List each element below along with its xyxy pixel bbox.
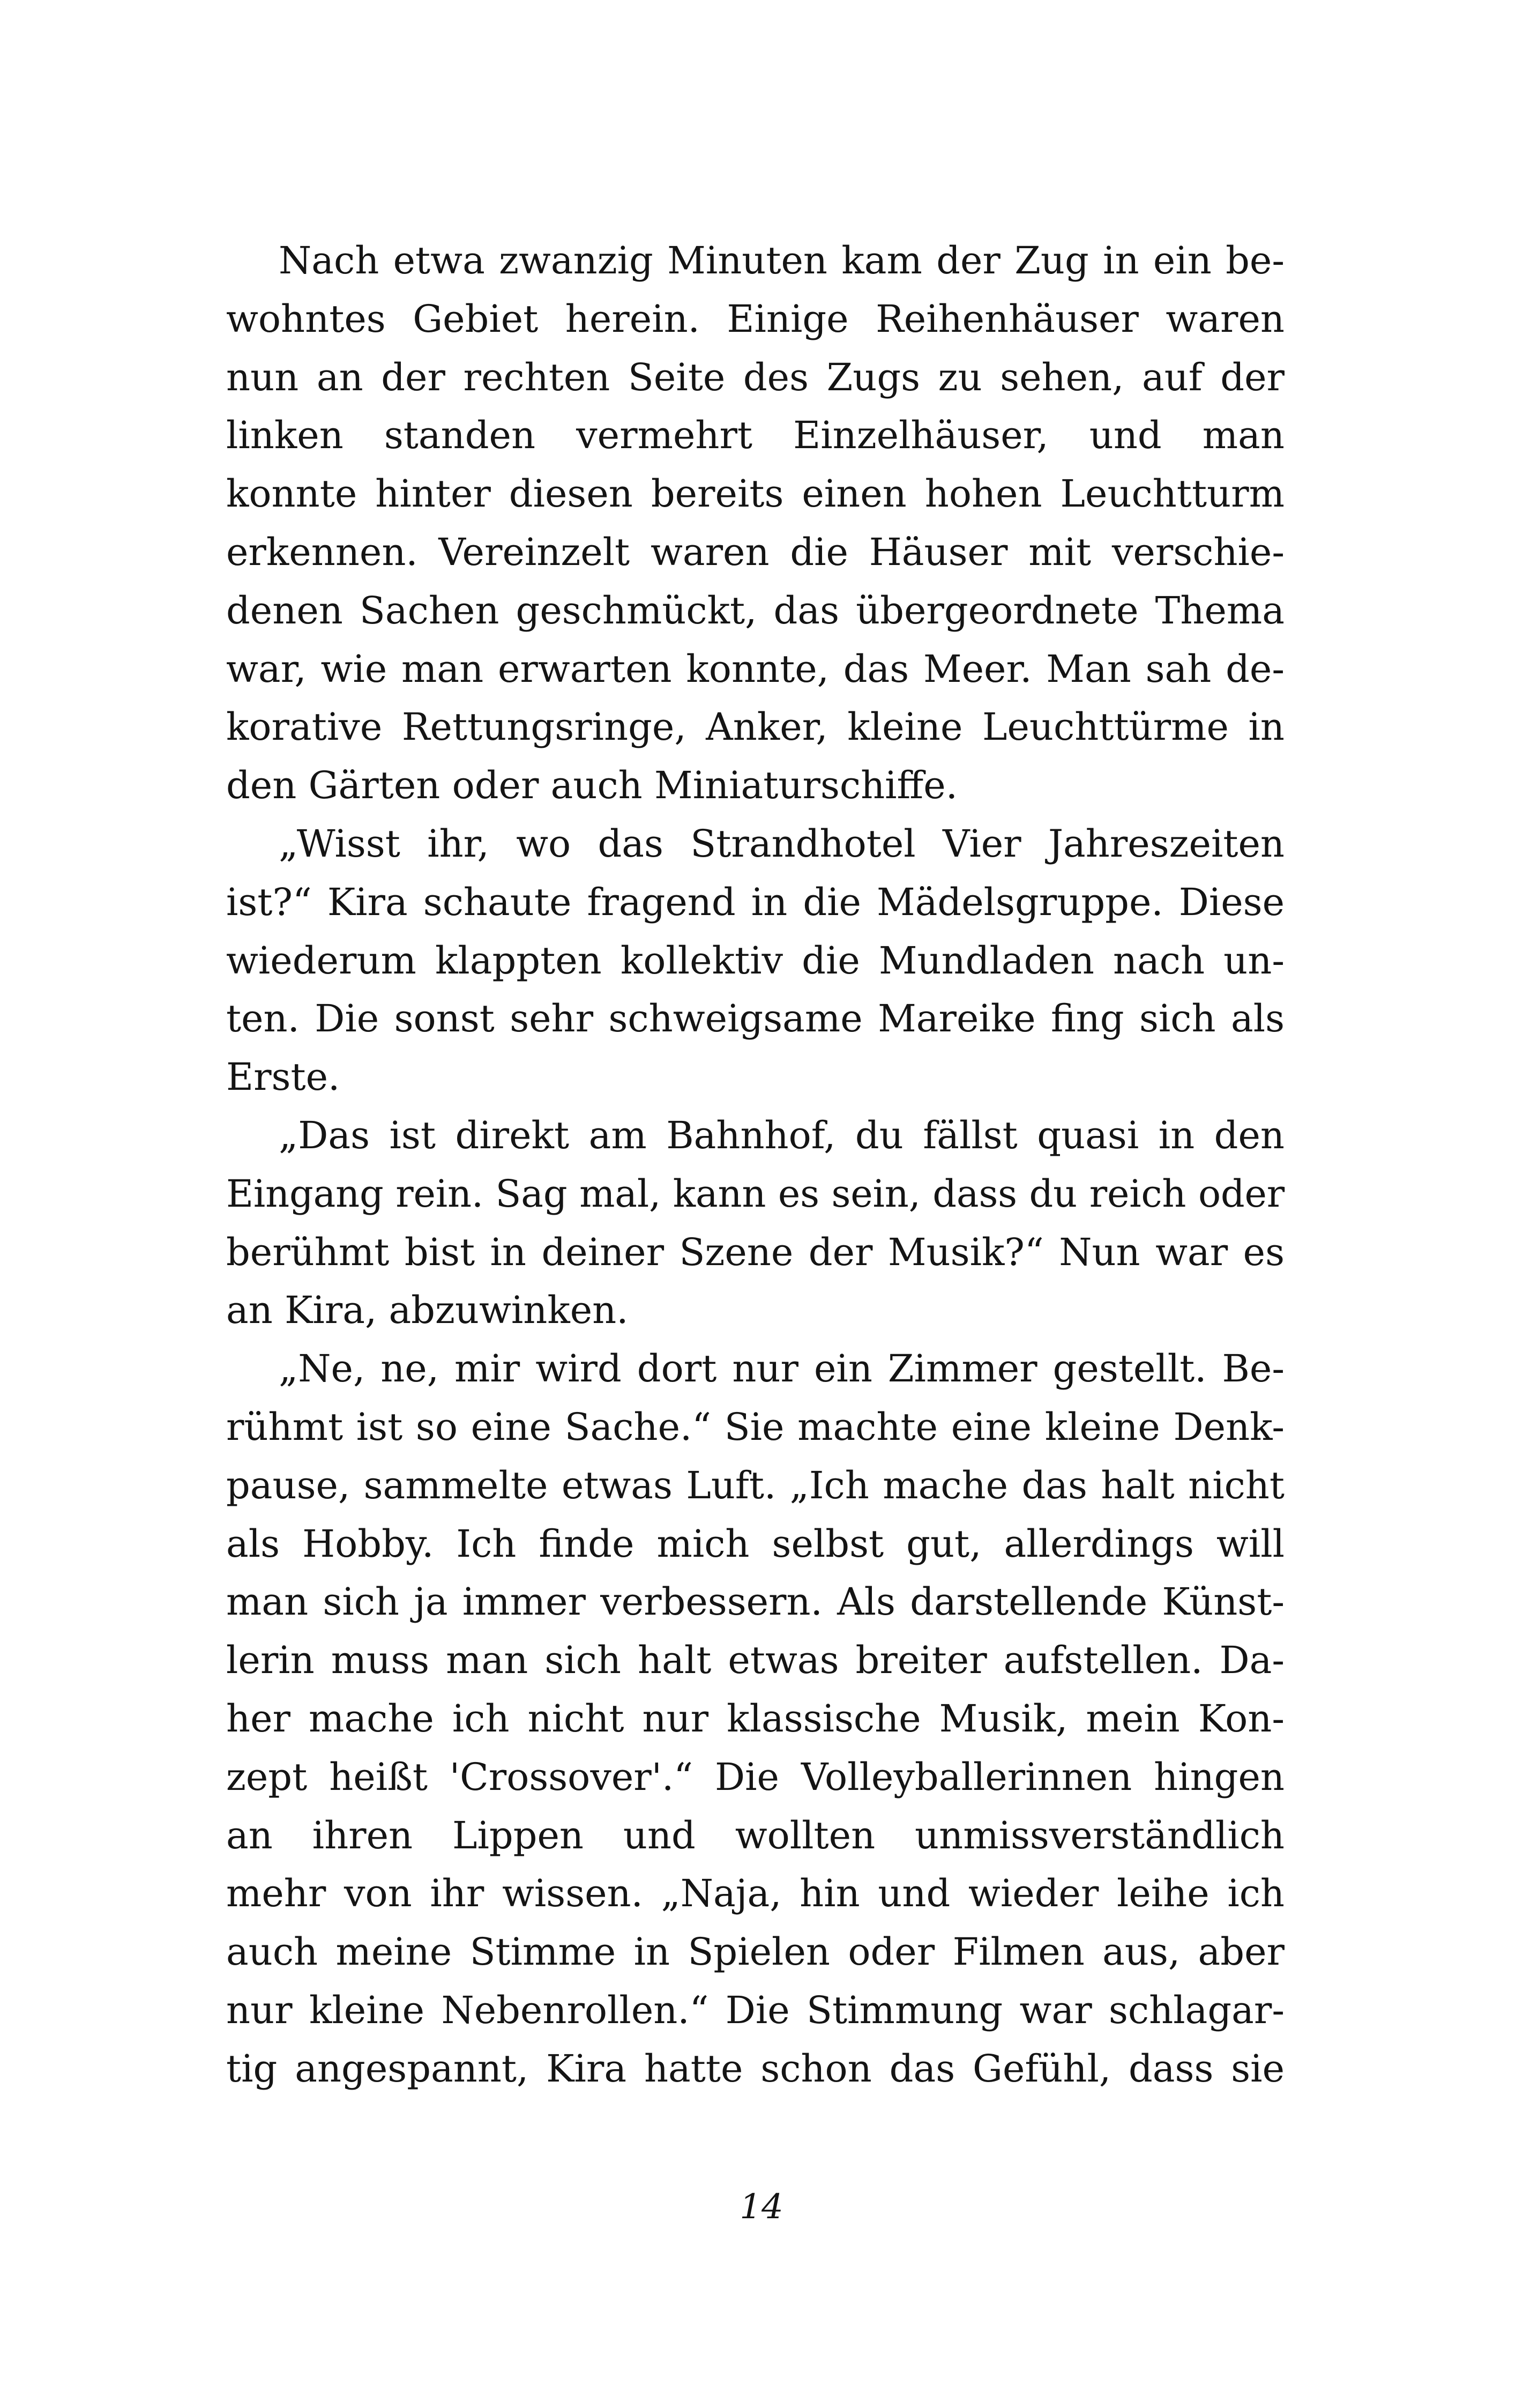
text-line: den Gärten oder auch Miniaturschiffe.	[226, 763, 958, 808]
text-line: „Wisst ihr, wo das Strandhotel Vier Jahreszeiten	[279, 821, 1285, 866]
text-line: ten. Die sonst sehr schweigsame Mareike fing sich als	[226, 997, 1285, 1041]
text-line: Nach etwa zwanzig Minuten kam der Zug in ein be-	[279, 239, 1285, 283]
text-line: nun an der rechten Seite des Zugs zu sehen, auf der	[226, 355, 1285, 399]
text-line: zept heißt 'Crossover'.“ Die Volleyballerinnen hingen	[226, 1755, 1285, 1799]
text-line: linken standen vermehrt Einzelhäuser, und man	[226, 413, 1285, 458]
text-line: Eingang rein. Sag mal, kann es sein, dass du reich oder	[226, 1171, 1285, 1216]
text-line: korative Rettungsringe, Anker, kleine Leuchttürme in	[226, 705, 1285, 749]
text-line: tig angespannt, Kira hatte schon das Gefühl, dass sie	[226, 2046, 1285, 2091]
text-line: als Hobby. Ich finde mich selbst gut, allerdings will	[226, 1521, 1285, 1566]
text-line: auch meine Stimme in Spielen oder Filmen aus, aber	[226, 1930, 1285, 1974]
text-line: an Kira, abzuwinken.	[226, 1288, 629, 1333]
text-line: denen Sachen geschmückt, das übergeordnete Thema	[226, 588, 1285, 633]
text-line: wiederum klappten kollektiv die Mundladen nach un-	[226, 938, 1285, 983]
text-line: lerin muss man sich halt etwas breiter aufstellen. Da-	[226, 1638, 1285, 1683]
text-line: berühmt bist in deiner Szene der Musik?“ Nun war es	[226, 1230, 1285, 1274]
text-line: war, wie man erwarten konnte, das Meer. Man sah de-	[226, 646, 1285, 691]
body-text	[226, 232, 1285, 2098]
text-line: pause, sammelte etwas Luft. „Ich mache das halt nicht	[226, 1463, 1285, 1507]
text-line: rühmt ist so eine Sache.“ Sie machte eine kleine Denk-	[226, 1404, 1285, 1449]
text-line: mehr von ihr wissen. „Naja, hin und wieder leihe ich	[226, 1871, 1285, 1916]
page-number: 14	[740, 2187, 783, 2227]
text-line: ist?“ Kira schaute fragend in die Mädelsgruppe. Diese	[226, 880, 1285, 924]
text-line: „Das ist direkt am Bahnhof, du fällst quasi in den	[279, 1113, 1285, 1157]
text-line: nur kleine Nebenrollen.“ Die Stimmung war schlagar-	[226, 1988, 1285, 2032]
text-line: erkennen. Vereinzelt waren die Häuser mit verschie-	[226, 530, 1285, 574]
text-line: an ihren Lippen und wollten unmissverständlich	[226, 1813, 1285, 1857]
text-line: Erste.	[226, 1055, 340, 1099]
text-line: „Ne, ne, mir wird dort nur ein Zimmer gestellt. Be-	[279, 1347, 1285, 1391]
text-line: man sich ja immer verbessern. Als darstellende Künst-	[226, 1580, 1285, 1624]
text-line: konnte hinter diesen bereits einen hohen Leuchtturm	[226, 472, 1285, 516]
text-line: her mache ich nicht nur klassische Musik, mein Kon-	[226, 1696, 1285, 1741]
text-line: wohntes Gebiet herein. Einige Reihenhäuser waren	[226, 296, 1285, 341]
